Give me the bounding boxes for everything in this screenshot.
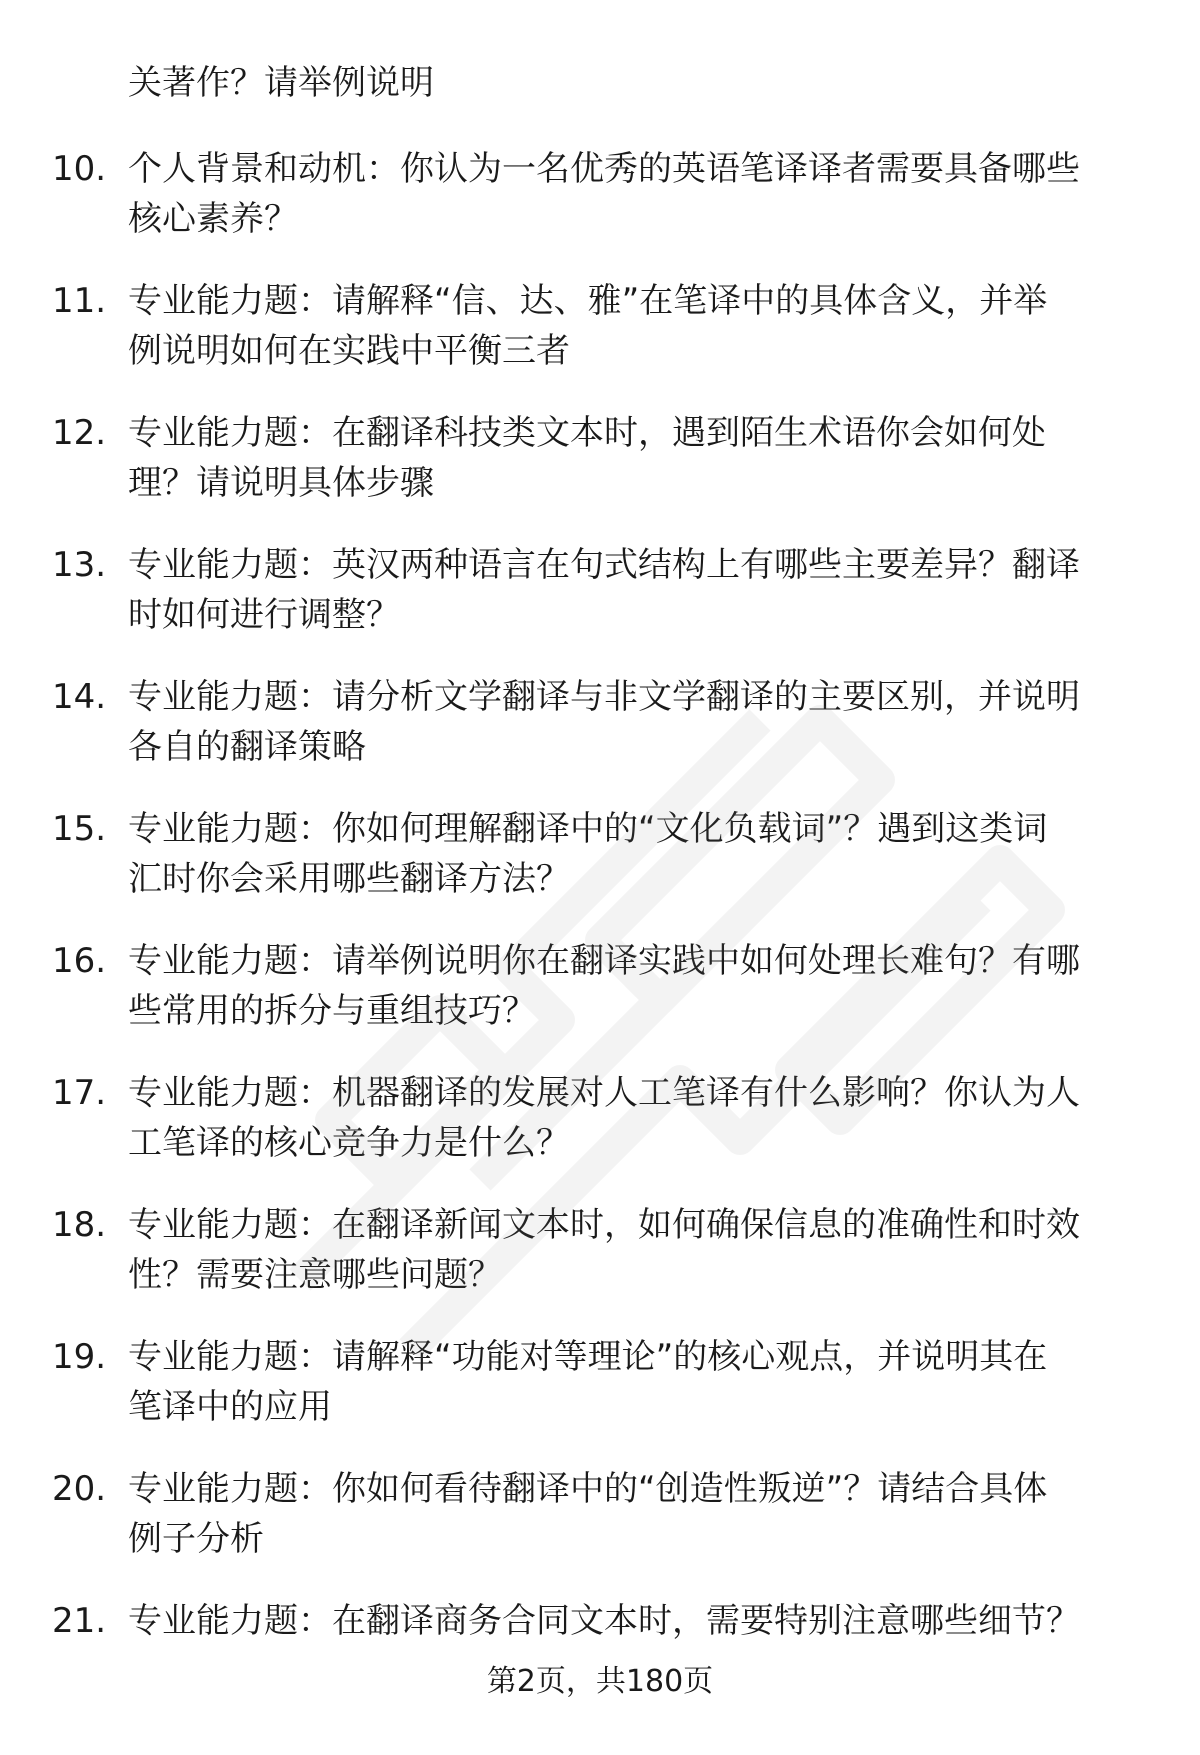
question-list (0, 144, 1200, 1728)
question-number: 14. (52, 677, 107, 717)
question-number: 15. (52, 809, 107, 849)
question-number: 13. (52, 545, 107, 585)
question-text (128, 276, 1148, 376)
question-item (0, 1332, 1200, 1464)
question-number: 10. (52, 149, 107, 189)
question-item (0, 408, 1200, 540)
page-number-footer: 第2页，共180页 (486, 1664, 714, 1699)
question-line: 专业能力题：机器翻译的发展对人工笔译有什么影响？你认为人 (128, 1073, 1080, 1113)
question-line: 专业能力题：请分析文学翻译与非文学翻译的主要区别，并说明 (128, 677, 1080, 717)
question-line: 工笔译的核心竞争力是什么？ (128, 1123, 570, 1163)
question-text (128, 672, 1148, 772)
question-item (0, 672, 1200, 804)
question-line: 专业能力题：请解释“功能对等理论”的核心观点，并说明其在 (128, 1337, 1048, 1377)
question-number: 21. (52, 1601, 107, 1641)
question-line: 专业能力题：你如何看待翻译中的“创造性叛逆”？请结合具体 (128, 1469, 1048, 1509)
question-text (128, 1332, 1148, 1432)
question-text (128, 540, 1148, 640)
question-line: 专业能力题：英汉两种语言在句式结构上有哪些主要差异？翻译 (128, 545, 1080, 585)
question-item (0, 276, 1200, 408)
question-number: 16. (52, 941, 107, 981)
question-item (0, 1068, 1200, 1200)
question-line: 专业能力题：在翻译科技类文本时，遇到陌生术语你会如何处 (128, 413, 1046, 453)
continued-question-text: 关著作？请举例说明 (128, 63, 434, 103)
question-item (0, 1464, 1200, 1596)
question-line: 专业能力题：在翻译商务合同文本时，需要特别注意哪些细节？ (128, 1601, 1080, 1641)
question-item (0, 1200, 1200, 1332)
question-text (128, 408, 1148, 508)
question-text (128, 804, 1148, 904)
question-number: 20. (52, 1469, 107, 1509)
question-line: 理？请说明具体步骤 (128, 463, 434, 503)
question-line: 性？需要注意哪些问题？ (128, 1255, 502, 1295)
question-line: 例说明如何在实践中平衡三者 (128, 331, 570, 371)
question-item (0, 804, 1200, 936)
question-number: 18. (52, 1205, 107, 1245)
question-number: 12. (52, 413, 107, 453)
question-number: 17. (52, 1073, 107, 1113)
question-number: 19. (52, 1337, 107, 1377)
question-text (128, 936, 1148, 1036)
question-item (0, 540, 1200, 672)
question-text (128, 1200, 1148, 1300)
question-text (128, 144, 1148, 244)
question-line: 专业能力题：在翻译新闻文本时，如何确保信息的准确性和时效 (128, 1205, 1080, 1245)
question-number: 11. (52, 281, 107, 321)
question-line: 些常用的拆分与重组技巧？ (128, 991, 536, 1031)
question-item (0, 936, 1200, 1068)
question-text (128, 1068, 1148, 1168)
question-line: 汇时你会采用哪些翻译方法？ (128, 859, 570, 899)
question-line: 个人背景和动机：你认为一名优秀的英语笔译译者需要具备哪些 (128, 149, 1080, 189)
question-line: 专业能力题：请举例说明你在翻译实践中如何处理长难句？有哪 (128, 941, 1080, 981)
question-line: 专业能力题：你如何理解翻译中的“文化负载词”？遇到这类词 (128, 809, 1048, 849)
question-line: 核心素养？ (128, 199, 298, 239)
question-text (128, 1464, 1148, 1564)
question-line: 笔译中的应用 (128, 1387, 332, 1427)
question-text (128, 1596, 1148, 1646)
question-line: 例子分析 (128, 1519, 264, 1559)
question-line: 专业能力题：请解释“信、达、雅”在笔译中的具体含义，并举 (128, 281, 1048, 321)
question-line: 时如何进行调整？ (128, 595, 400, 635)
question-line: 各自的翻译策略 (128, 727, 366, 767)
question-item (0, 144, 1200, 276)
